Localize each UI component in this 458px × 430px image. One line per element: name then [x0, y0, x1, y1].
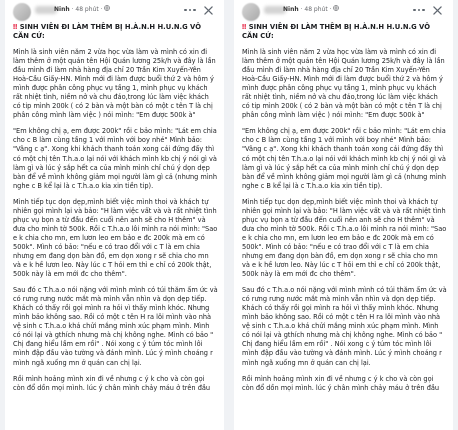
more-options-icon[interactable]	[412, 3, 426, 17]
post-header	[242, 0, 447, 21]
post-paragraph: Rồi mình hoảng mình xin đi về nhưng c ý k cho và còn gọi còn đổ dồn mọi mình. lúc ý chân mình chảy máu ở trên đầu	[13, 374, 211, 392]
close-icon[interactable]	[201, 3, 215, 17]
post-paragraph: Sau đó c T.h.a.o nói nặng với mình mình có túi thăm ấm ức và có rưng rưng nước mắt mà mình vẫn nhìn và dọn dẹp tiếp. Khách có thấy rồi gọi mình ra hỏi vì thấy mình khóc. Nhưng mình bảo không sao. Rồi có một c tên H ra lôi mình vào nhà vệ sinh c T.h.a.o khá chửi mắng mình xúc phạm mình. Mình có nói lại và gthích nhưng mà chị không nghe. Mình có bảo " Chị đang hiểu lầm em rồi" . Nói xong c ý túm tóc mình lôi mình đập đầu vào tường và đánh mình. Lúc ý mình choáng r mình ngã xuống mn ở quán can chị lại.	[13, 286, 218, 367]
post-paragraph: Mình là sinh viên năm 2 vừa học vừa làm và mình có xin đi làm thêm ở một quán tên Hội Quán lương 25k/h và đây là lần đầu mình đi làm nhà hàng địa chỉ 20 Trần Kim Xuyến-Yên Hoà-Cầu Giấy-HN. Mình mới đi làm được buổi thứ 2 và hôm ý mình được phân công phục vụ tầng 1, mình phục vụ khách rất nhiệt tình, niềm nở và chu đáo,trong lúc làm việc khách có tip mình 200k ( có 2 bàn và một bàn có một c tên T là chị phân công mình làm việc ) nói mình: "Em được 500k à"	[13, 48, 216, 120]
author-name[interactable]: Ninh	[283, 6, 299, 13]
globe-icon	[104, 6, 110, 13]
post-body	[13, 23, 218, 393]
post-paragraph: "Em không chị ạ, em được 200k" rồi c bảo mình: "Lát em chia cho c B làm cùng tầng 1 với mình với boy nhé" Mình bảo: "Vâng c ạ". Xong khi khách thanh toán xong cái đứng đấy thì có một chị tên T.h.a.o lại nói với khách mình kb chị ý nói gì và làm gì và lúc ý sắp hết ca của mình mình chỉ chú ý dọn dẹp bàn để về mình không giảm mọi người làm gì cả (nhưng mình nghe c B kể lại là c T.h.a.o kia xin tiền tip).	[13, 127, 218, 190]
post-card-left	[5, 0, 224, 430]
post-paragraph: "Em không chị ạ, em được 200k" rồi c bảo mình: "Lát em chia cho c B làm cùng tầng 1 với mình với boy nhé" Mình bảo: "Vâng c ạ". Xong khi khách thanh toán xong cái đứng đấy thì có một chị tên T.h.a.o lại nói với khách mình kb chị ý nói gì và làm gì và lúc ý sắp hết ca của mình mình chỉ chú ý dọn dẹp bàn để về mình không giảm mọi người làm gì cả (nhưng mình nghe c B kể lại là c T.h.a.o kia xin tiền tip).	[242, 127, 447, 190]
double-exclamation-icon: ‼	[13, 23, 18, 31]
post-title	[242, 23, 447, 41]
post-time[interactable]: 48 phút	[304, 6, 328, 13]
post-time[interactable]: 48 phút	[75, 6, 99, 13]
meta-separator: ·	[100, 6, 103, 13]
post-title-text: SINH VIÊN ĐI LÀM THÊM BỊ H.À.N.H H.U.N.G VÔ CĂN CỨ:	[13, 23, 201, 40]
double-exclamation-icon: ‼	[242, 23, 247, 31]
post-paragraph: Mình tiếp tục dọn dẹp,mình biết việc mình thoi và khách tự nhiên gọi mình lại và bảo: "H làm việc vất và và rất nhiệt tình phục vụ bọn a từ đầu đến cuối nên anh sẽ cho H thêm" và đưa cho mình tờ 500k. Rồi c T.h.a.o lôi mình ra nói mình: "Sao e k chia cho mn, em lươn leo em bảo e đc 200k mà em có 500k". Mình có bảo: "nếu e có trao đổi với c T là em chia nhưng em đang dọn bàn đồ, em dọn xong r sẽ chia cho mn và e k hề lươn leo. Này lúc c T hỏi em thì e chỉ có 200k thật, 500k này là em mới đc cho thêm".	[242, 197, 447, 279]
post-title-text: SINH VIÊN ĐI LÀM THÊM BỊ H.À.N.H H.U.N.G VÔ CĂN CỨ:	[242, 23, 430, 40]
post-meta	[283, 5, 339, 15]
post-card-right	[234, 0, 453, 430]
author-name[interactable]: Ninh	[54, 6, 70, 13]
post-paragraph: Mình tiếp tục dọn dẹp,mình biết việc mình thoi và khách tự nhiên gọi mình lại và bảo: "H làm việc vất và và rất nhiệt tình phục vụ bọn a từ đầu đến cuối nên anh sẽ cho H thêm" và đưa cho mình tờ 500k. Rồi c T.h.a.o lôi mình ra nói mình: "Sao e k chia cho mn, em lươn leo em bảo e đc 200k mà em có 500k". Mình có bảo: "nếu e có trao đổi với c T là em chia nhưng em đang dọn bàn đồ, em dọn xong r sẽ chia cho mn và e k hề lươn leo. Này lúc c T hỏi em thì e chỉ có 200k thật, 500k này là em mới đc cho thêm".	[13, 197, 218, 279]
post-body	[242, 23, 447, 393]
avatar[interactable]	[242, 3, 260, 21]
globe-icon	[333, 6, 339, 13]
meta-separator: ·	[300, 6, 303, 13]
meta-separator: ·	[329, 6, 332, 13]
post-paragraph: Sau đó c T.h.a.o nói nặng với mình mình có túi thăm ấm ức và có rưng rưng nước mắt mà mình vẫn nhìn và dọn dẹp tiếp. Khách có thấy rồi gọi mình ra hỏi vì thấy mình khóc. Nhưng mình bảo không sao. Rồi có một c tên H ra lôi mình vào nhà vệ sinh c T.h.a.o khá chửi mắng mình xúc phạm mình. Mình có nói lại và gthích nhưng mà chị không nghe. Mình có bảo " Chị đang hiểu lầm em rồi" . Nói xong c ý túm tóc mình lôi mình đập đầu vào tường và đánh mình. Lúc ý mình choáng r mình ngã xuống mn ở quán can chị lại.	[242, 286, 447, 367]
more-options-icon[interactable]	[183, 3, 197, 17]
close-icon[interactable]	[430, 3, 444, 17]
post-title	[13, 23, 218, 41]
post-meta	[54, 5, 110, 15]
meta-separator: ·	[71, 6, 74, 13]
avatar[interactable]	[13, 3, 31, 21]
post-paragraph: Rồi mình hoảng mình xin đi về nhưng c ý k cho và còn gọi còn đổ dồn mọi mình. lúc ý chân mình chảy máu ở trên đầu	[242, 374, 440, 392]
post-header	[13, 0, 218, 21]
post-paragraph: Mình là sinh viên năm 2 vừa học vừa làm và mình có xin đi làm thêm ở một quán tên Hội Quán lương 25k/h và đây là lần đầu mình đi làm nhà hàng địa chỉ 20 Trần Kim Xuyến-Yên Hoà-Cầu Giấy-HN. Mình mới đi làm được buổi thứ 2 và hôm ý mình được phân công phục vụ tầng 1, mình phục vụ khách rất nhiệt tình, niềm nở và chu đáo,trong lúc làm việc khách có tip mình 200k ( có 2 bàn và một bàn có một c tên T là chị phân công mình làm việc ) nói mình: "Em được 500k à"	[242, 48, 445, 120]
